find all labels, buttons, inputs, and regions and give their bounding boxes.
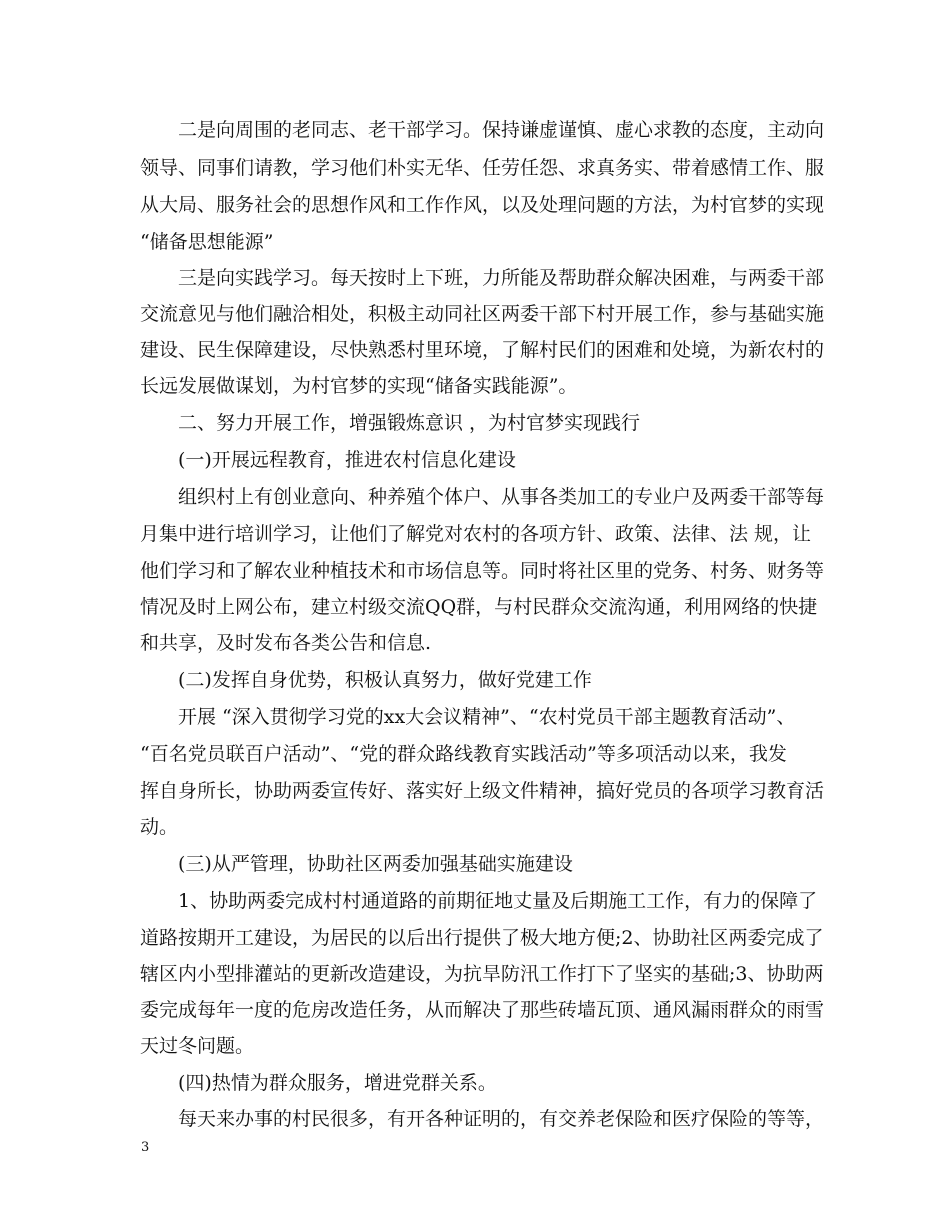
body-text-line: 交流意见与他们融洽相处，积极主动同社区两委干部下村开展工作，参与基础实施 (140, 303, 825, 325)
body-text-line: 三是向实践学习。每天按时上下班，力所能及帮助群众解决困难，与两委干部 (178, 267, 825, 289)
body-text-line: 领导、同事们请教，学习他们朴实无华、任劳任怨、求真务实、带着感情工作、服 (140, 157, 825, 179)
body-text-line: 建设、民生保障建设，尽快熟悉村里环境，了解村民们的困难和处境，为新农村的 (140, 339, 825, 361)
body-text-line: 二是向周围的老同志、老干部学习。保持谦虚谨慎、虚心求教的态度，主动向 (178, 119, 825, 141)
body-text-line: 天过冬问题。 (140, 1035, 255, 1057)
subsection-heading: (一)开展远程教育，推进农村信息化建设 (178, 449, 516, 471)
body-text-line: 1、协助两委完成村村通道路的前期征地丈量及后期施工工作，有力的保障了 (178, 890, 818, 912)
body-text-line: “储备思想能源” (140, 231, 274, 253)
body-text-line: 动。 (140, 816, 179, 838)
body-text-line: 挥自身所长，协助两委宣传好、落实好上级文件精神，搞好党员的各项学习教育活 (140, 780, 825, 802)
page-number: 3 (141, 1140, 150, 1155)
body-text-line: 情况及时上网公布，建立村级交流QQ群，与村民群众交流沟通，利用网络的快捷 (140, 596, 818, 618)
body-text-line: 辖区内小型排灌站的更新改造建设，为抗旱防汛工作打下了坚实的基础;3、协助两 (140, 963, 824, 985)
body-text-line: 长远发展做谋划，为村官梦的实现“储备实践能源”。 (140, 375, 578, 397)
body-text-line: 开展 “深入贯彻学习党的xx大会议精神”、“农村党员干部主题教育活动”、 (178, 706, 796, 728)
body-text-line: 每天来办事的村民很多，有开各种证明的，有交养老保险和医疗保险的等等， (178, 1108, 825, 1130)
body-text-line: 组织村上有创业意向、种养殖个体户、从事各类加工的专业户及两委干部等每 (178, 486, 825, 508)
subsection-heading: (三)从严管理，协助社区两委加强基础实施建设 (178, 853, 573, 875)
body-text-line: 月集中进行培训学习，让他们了解党对农村的各项方针、政策、法律、法 规，让 (140, 523, 812, 545)
section-heading: 二、努力开展工作，增强锻炼意识 ，为村官梦实现践行 (178, 412, 641, 434)
body-text-line: 他们学习和了解农业种植技术和市场信息等。同时将社区里的党务、村务、财务等 (140, 560, 825, 582)
subsection-heading: (四)热情为群众服务，增进党群关系。 (178, 1072, 497, 1094)
body-text-line: 委完成每年一度的危房改造任务，从而解决了那些砖墙瓦顶、通风漏雨群众的雨雪 (140, 999, 825, 1021)
body-text-line: 从大局、服务社会的思想作风和工作作风，以及处理问题的方法，为村官梦的实现 (140, 194, 825, 216)
body-text-line: 道路按期开工建设，为居民的以后出行提供了极大地方便;2、协助社区两委完成了 (140, 927, 824, 949)
subsection-heading: (二)发挥自身优势，积极认真努力，做好党建工作 (178, 669, 592, 691)
body-text-line: “百名党员联百户活动”、“党的群众路线教育实践活动”等多项活动以来，我发 (140, 743, 787, 765)
body-text-line: 和共享，及时发布各类公告和信息. (140, 632, 432, 654)
